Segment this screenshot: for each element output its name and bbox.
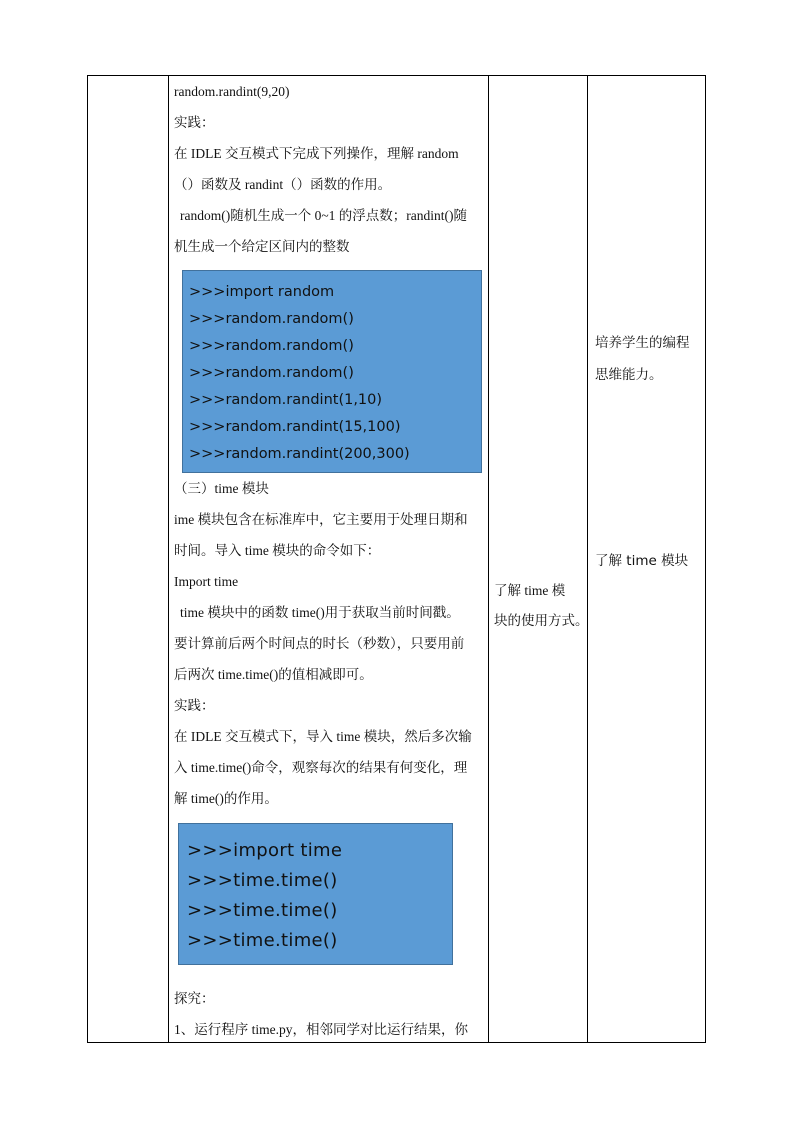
code-line: >>>import time [187, 840, 343, 861]
text-line: 思维能力。 [595, 367, 663, 383]
lesson-table [87, 75, 706, 1043]
text-line: 实践： [174, 115, 215, 130]
code-line: >>>random.random() [189, 338, 354, 354]
text-line: 解 time()的作用。 [174, 791, 278, 806]
code-line: >>>random.random() [189, 311, 354, 327]
code-line: >>>random.randint(200,300) [189, 446, 410, 462]
text-line: 入 time.time()命令，观察每次的结果有何变化，理 [174, 760, 468, 775]
column-divider [488, 76, 489, 1042]
design-intent-cell [595, 327, 705, 391]
text-line: random()随机生成一个 0~1 的浮点数；randint()随 [180, 208, 468, 223]
text-line: random.randint(9,20) [174, 84, 290, 99]
text-line: （）函数及 randint（）函数的作用。 [174, 177, 392, 192]
column-divider [587, 76, 588, 1042]
design-intent-cell-2 [595, 545, 705, 577]
code-line: >>>random.random() [189, 365, 354, 381]
code-block-random [182, 270, 482, 473]
code-block-time [178, 823, 453, 965]
text-line: ime 模块包含在标准库中，它主要用于处理日期和 [174, 512, 468, 527]
text-line: 实践： [174, 698, 215, 713]
text-line: 培养学生的编程 [595, 335, 690, 351]
text-line: 在 IDLE 交互模式下，导入 time 模块，然后多次输 [174, 729, 472, 744]
text-line: Import time [174, 574, 239, 589]
text-line: 1、运行程序 time.py，相邻同学对比运行结果，你 [174, 1022, 468, 1037]
code-line: >>>random.randint(1,10) [189, 392, 383, 408]
code-line: >>>random.randint(15,100) [189, 419, 401, 435]
teaching-content-cell [170, 76, 486, 262]
code-line: >>>time.time() [187, 930, 338, 951]
section-heading: （三）time 模块 [174, 481, 269, 496]
text-line: 块的使用方式。 [494, 613, 589, 628]
text-line: 后两次 time.time()的值相减即可。 [174, 667, 373, 682]
text-line: 在 IDLE 交互模式下完成下列操作，理解 random [174, 146, 459, 161]
code-line: >>>time.time() [187, 900, 338, 921]
teaching-content-cell-bottom [170, 983, 486, 1045]
text-line: 要计算前后两个时间点的时长（秒数），只要用前 [174, 636, 465, 651]
code-line: >>>import random [189, 284, 335, 300]
code-line: >>>time.time() [187, 870, 338, 891]
teaching-content-cell-middle [170, 473, 486, 814]
text-line: 了解 time 模 [494, 583, 566, 598]
text-line: 了解 time 模块 [595, 553, 689, 569]
column-divider [168, 76, 169, 1042]
student-activity-cell [494, 576, 589, 636]
text-line: 机生成一个给定区间内的整数 [174, 239, 350, 254]
text-line: 探究： [174, 991, 215, 1006]
text-line: 时间。导入 time 模块的命令如下： [174, 543, 381, 558]
text-line: time 模块中的函数 time()用于获取当前时间戳。 [180, 605, 460, 620]
